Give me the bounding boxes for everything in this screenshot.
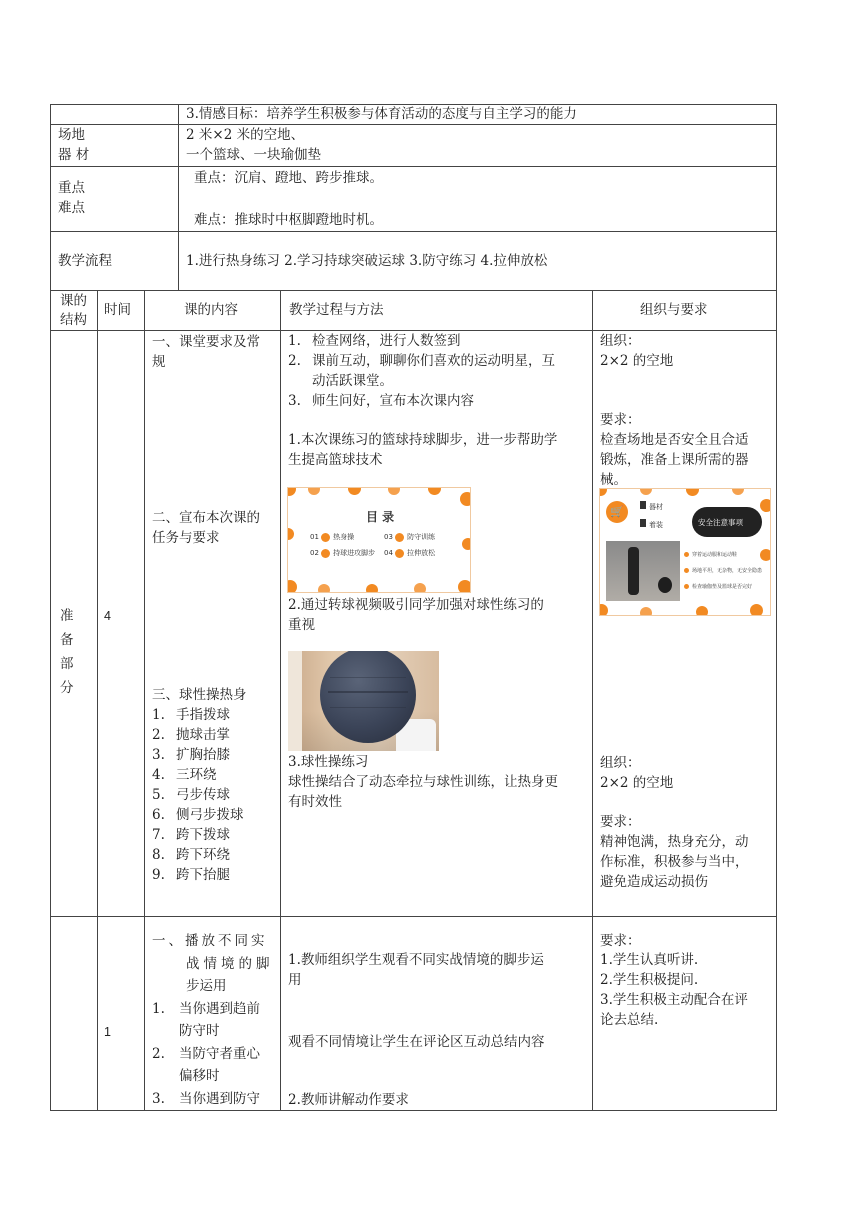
- list-item: [288, 391, 555, 411]
- basic-org-4: 论去总结.: [600, 1012, 659, 1028]
- list-item-text: 跨下环绕: [176, 847, 230, 863]
- list-item-number: 9.: [152, 867, 165, 883]
- venue-label-2: 器 材: [58, 147, 90, 163]
- list-item: [152, 725, 244, 745]
- basic-item-line: 偏移时: [179, 1068, 220, 1084]
- list-item: [152, 825, 244, 845]
- bullet-icon: [684, 584, 689, 589]
- list-item: [152, 765, 244, 785]
- catalog-badge-icon: [321, 533, 330, 542]
- catalog-item-num: 03: [384, 533, 393, 541]
- org4-line2: 作标准，积极参与当中，: [600, 854, 749, 870]
- catalog-item-num: 01: [310, 533, 319, 541]
- catalog-badge-icon: [395, 533, 404, 542]
- safety-slide-image: [599, 488, 771, 616]
- list-item-text: 三环绕: [176, 767, 217, 783]
- venue-line-1: 2 米×2 米的空地、: [186, 127, 305, 143]
- org2-label: 要求：: [600, 412, 641, 428]
- ball-spin-photo: [288, 651, 439, 751]
- prep-content-2a: 二、宣布本次课的: [152, 510, 260, 526]
- focus-label-2: 难点: [58, 200, 85, 216]
- basic-org-2: 2.学生积极提问.: [600, 972, 699, 988]
- basic-item-num: 2.: [152, 1046, 165, 1062]
- prep-content-3-title: 三、球性操热身: [152, 687, 247, 703]
- basic-org-3: 3.学生积极主动配合在评: [600, 992, 748, 1008]
- yoga-mat-shape: [628, 547, 639, 595]
- ball-shape: [658, 577, 672, 593]
- basic-item-line: 防守时: [179, 1023, 220, 1039]
- process-p3b: 球性操结合了动态牵拉与球性训练，让热身更: [288, 774, 558, 790]
- focus-label-1: 重点: [58, 180, 85, 196]
- catalog-item-label: 持球进攻脚步: [333, 549, 376, 557]
- catalog-badge-icon: [395, 549, 404, 558]
- basic-process-1a: 1.教师组织学生观看不同实战情境的脚步运: [288, 952, 544, 968]
- bullet-icon: [684, 568, 689, 573]
- list-item-number: 3.: [288, 393, 301, 409]
- safety-tag: 着装: [649, 521, 663, 529]
- basic-process-3: 2.教师讲解动作要求: [288, 1092, 409, 1108]
- list-item-text: 侧弓步拨球: [176, 807, 244, 823]
- basic-process-1b: 用: [288, 972, 302, 988]
- focus-key-point: 重点：沉肩、蹬地、跨步推球。: [194, 170, 383, 186]
- org2-line1: 检查场地是否安全且合适: [600, 432, 749, 448]
- col-content: 课的内容: [184, 302, 238, 318]
- safety-item: 检查瑜伽垫及篮球是否完好: [692, 584, 753, 590]
- equipment-photo: [606, 541, 680, 601]
- list-item-number: 5.: [152, 787, 165, 803]
- catalog-item-label: 防守训练: [407, 533, 436, 541]
- col-structure-2: 结构: [60, 312, 87, 328]
- warmup-drill-list: [152, 705, 244, 885]
- basic-content-title-3: 步运用: [186, 978, 227, 994]
- list-item-text: 抛球击掌: [176, 727, 230, 743]
- list-item: [288, 331, 555, 351]
- list-item-number: 1.: [288, 333, 301, 349]
- bullet-icon: [684, 552, 689, 557]
- list-item: [152, 705, 244, 725]
- catalog-slide-image: [287, 487, 471, 593]
- process-p3c: 有时效性: [288, 794, 342, 810]
- col-time: 时间: [104, 302, 131, 318]
- basic-item-num: 3.: [152, 1091, 165, 1107]
- list-item-text: 手指拨球: [176, 707, 230, 723]
- process-p2b: 重视: [288, 617, 315, 633]
- basic-process-2: 观看不同情境让学生在评论区互动总结内容: [288, 1034, 545, 1050]
- safety-item: 场地平坦，无杂物，无安全隐患: [692, 568, 763, 574]
- org2-line3: 械。: [600, 472, 627, 488]
- list-item-number: 2.: [152, 727, 165, 743]
- list-item-number: 6.: [152, 807, 165, 823]
- process-p1b: 生提高篮球技术: [288, 452, 383, 468]
- basic-org-label: 要求：: [600, 933, 641, 949]
- catalog-slide-title: 目 录: [366, 510, 395, 524]
- list-item-text: 弓步传球: [176, 787, 230, 803]
- basic-item-line: 当你遇到防守: [179, 1091, 260, 1107]
- basic-content-title-1: 一、播放不同实: [152, 933, 268, 949]
- col-structure-1: 课的: [60, 293, 87, 309]
- process-p3a: 3.球性操练习: [288, 754, 369, 770]
- prep-label-1: 准: [60, 608, 74, 624]
- list-item: [152, 785, 244, 805]
- prep-label-3: 部: [60, 656, 74, 672]
- list-item-number: 3.: [152, 747, 165, 763]
- safety-title-badge: [692, 507, 762, 537]
- catalog-badge-icon: [321, 549, 330, 558]
- prep-content-1a: 一、课堂要求及常: [152, 334, 260, 350]
- list-item-text: 跨下拨球: [176, 827, 230, 843]
- prep-time: 4: [104, 609, 111, 623]
- list-item-number: 2.: [288, 353, 301, 369]
- org3-text: 2×2 的空地: [600, 775, 674, 791]
- list-item-number: 4.: [152, 767, 165, 783]
- list-item-text: 课前互动，聊聊你们喜欢的运动明星，互: [312, 353, 555, 369]
- process-p1a: 1.本次课练习的篮球持球脚步，进一步帮助学: [288, 432, 558, 448]
- basic-time: 1: [104, 1025, 111, 1039]
- basic-org-1: 1.学生认真听讲.: [600, 952, 699, 968]
- org4-line3: 避免造成运动损伤: [600, 874, 708, 890]
- process-step-list: [288, 331, 555, 411]
- list-item: [152, 805, 244, 825]
- list-item: [152, 845, 244, 865]
- cart-icon: 🛒: [606, 501, 628, 523]
- org1-label: 组织：: [600, 333, 641, 349]
- list-item-text: 检查网络，进行人数签到: [312, 333, 461, 349]
- safety-slide-title: 安全注意事项: [698, 518, 743, 527]
- list-item-number: 8.: [152, 847, 165, 863]
- list-item-text: 师生问好，宣布本次课内容: [312, 393, 474, 409]
- process-p2a: 2.通过转球视频吸引同学加强对球性练习的: [288, 597, 544, 613]
- org1-text: 2×2 的空地: [600, 353, 674, 369]
- basketball-icon: [320, 651, 416, 743]
- list-item: [288, 351, 555, 371]
- focus-difficulty: 难点：推球时中枢脚蹬地时机。: [194, 212, 383, 228]
- basic-content-title-2: 战情境的脚: [186, 956, 274, 972]
- list-item: [152, 865, 244, 885]
- catalog-item-label: 热身操: [333, 533, 355, 541]
- list-item-text: 扩胸抬膝: [176, 747, 230, 763]
- org3-label: 组织：: [600, 755, 641, 771]
- col-organization: 组织与要求: [640, 302, 708, 318]
- basic-item-line: 当你遇到趋前: [179, 1001, 260, 1017]
- prep-content-1b: 规: [152, 354, 166, 370]
- list-item-text: 动活跃课堂。: [312, 373, 393, 389]
- flow-label: 教学流程: [58, 253, 112, 269]
- flow-text: 1.进行热身练习 2.学习持球突破运球 3.防守练习 4.拉伸放松: [186, 253, 548, 269]
- list-item: [152, 745, 244, 765]
- col-process: 教学过程与方法: [289, 302, 384, 318]
- catalog-item-num: 04: [384, 549, 393, 557]
- basic-item-line: 当防守者重心: [179, 1046, 260, 1062]
- org4-line1: 精神饱满，热身充分，动: [600, 834, 749, 850]
- prep-label-4: 分: [60, 680, 74, 696]
- objective-emotional: 3.情感目标：培养学生积极参与体育活动的态度与自主学习的能力: [186, 106, 577, 122]
- prep-label-2: 备: [60, 632, 74, 648]
- safety-item: 穿着运动服和运动鞋: [692, 552, 738, 558]
- list-item-number: 7.: [152, 827, 165, 843]
- catalog-item-num: 02: [310, 549, 319, 557]
- basic-item-num: 1.: [152, 1001, 165, 1017]
- venue-line-2: 一个篮球、一块瑜伽垫: [186, 147, 321, 163]
- list-item-number: 1.: [152, 707, 165, 723]
- venue-label-1: 场地: [58, 127, 85, 143]
- prep-content-2b: 任务与要求: [152, 530, 220, 546]
- org4-label: 要求：: [600, 814, 641, 830]
- list-item: [288, 371, 555, 391]
- catalog-item-label: 拉伸放松: [407, 549, 436, 557]
- list-item-text: 跨下抬腿: [176, 867, 230, 883]
- safety-tag: 器材: [649, 503, 663, 511]
- org2-line2: 锻炼，准备上课所需的器: [600, 452, 749, 468]
